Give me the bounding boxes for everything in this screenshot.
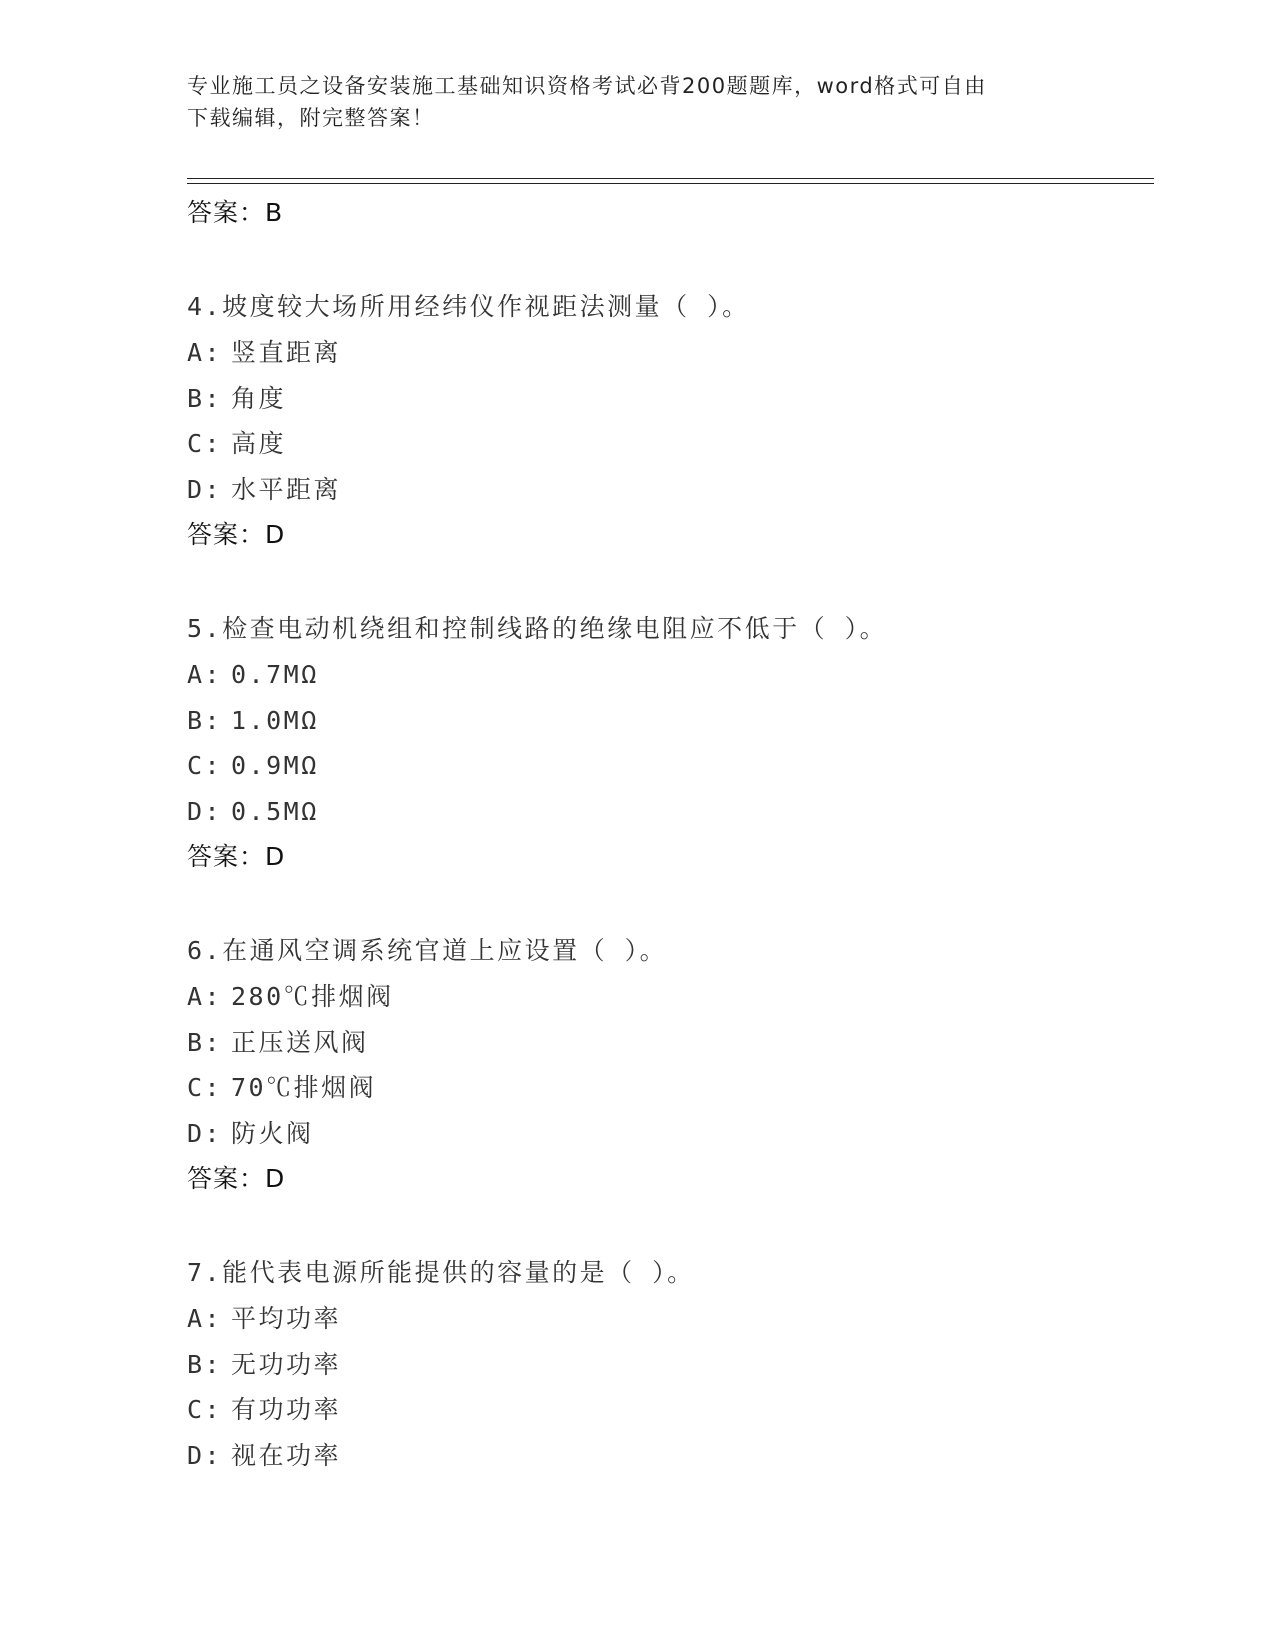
option-d — [187, 1111, 1147, 1157]
header-line-1: 专业施工员之设备安装施工基础知识资格考试必背200题题库，word格式可自由 — [187, 74, 987, 98]
option-key: C: — [187, 1395, 223, 1424]
option-text: 70℃排烟阀 — [231, 1073, 377, 1102]
answer-line: 答案：D — [187, 520, 286, 549]
option-key: D: — [187, 796, 223, 826]
option-b — [187, 376, 1147, 422]
document-header — [187, 70, 1067, 134]
answer-line: 答案：D — [187, 842, 286, 871]
option-d — [187, 467, 1147, 513]
option-key: A: — [187, 338, 223, 367]
option-d — [187, 789, 1147, 835]
option-text: 280℃排烟阀 — [231, 982, 394, 1011]
option-key: B: — [187, 705, 223, 735]
option-key: D: — [187, 1440, 223, 1470]
option-c — [187, 421, 1147, 467]
option-d — [187, 1433, 1147, 1479]
question-block — [187, 284, 1147, 558]
option-text: 有功功率 — [231, 1395, 342, 1424]
option-b — [187, 1342, 1147, 1388]
option-text: 视在功率 — [231, 1440, 342, 1470]
option-text: 角度 — [231, 383, 287, 413]
option-key: A: — [187, 1304, 223, 1333]
question-stem: 6.在通风空调系统官道上应设置（ ）。 — [187, 936, 668, 965]
question-block — [187, 1250, 1147, 1478]
header-rule-bottom — [187, 183, 1154, 184]
option-c — [187, 1387, 1147, 1433]
question-stem: 4.坡度较大场所用经纬仪作视距法测量（ ）。 — [187, 292, 750, 321]
option-text: 平均功率 — [231, 1304, 342, 1333]
header-rule-top — [187, 178, 1154, 179]
option-a — [187, 652, 1147, 698]
option-key: A: — [187, 982, 223, 1011]
option-c — [187, 743, 1147, 789]
option-text: 0.5MΩ — [231, 796, 319, 826]
option-text: 0.7MΩ — [231, 660, 319, 689]
option-a — [187, 1296, 1147, 1342]
option-text: 0.9MΩ — [231, 751, 319, 780]
option-key: D: — [187, 474, 223, 504]
answer-line: 答案：B — [187, 198, 284, 227]
option-text: 竖直距离 — [231, 338, 342, 367]
option-key: B: — [187, 383, 223, 413]
question-list — [187, 190, 1147, 1478]
option-key: C: — [187, 751, 223, 780]
option-key: C: — [187, 429, 223, 458]
option-b — [187, 1020, 1147, 1066]
option-a — [187, 974, 1147, 1020]
header-line-2: 下载编辑，附完整答案！ — [187, 106, 435, 130]
option-key: C: — [187, 1073, 223, 1102]
option-key: D: — [187, 1118, 223, 1148]
question-stem: 7.能代表电源所能提供的容量的是（ ）。 — [187, 1258, 695, 1287]
answer-line: 答案：D — [187, 1164, 286, 1193]
option-key: A: — [187, 660, 223, 689]
option-text: 防火阀 — [231, 1118, 314, 1148]
option-c — [187, 1065, 1147, 1111]
option-text: 无功功率 — [231, 1349, 342, 1379]
question-block — [187, 606, 1147, 880]
option-text: 1.0MΩ — [231, 705, 319, 735]
option-key: B: — [187, 1027, 223, 1057]
option-b — [187, 698, 1147, 744]
question-stem: 5.检查电动机绕组和控制线路的绝缘电阻应不低于（ ）。 — [187, 614, 888, 643]
question-block — [187, 928, 1147, 1202]
option-key: B: — [187, 1349, 223, 1379]
option-text: 水平距离 — [231, 474, 342, 504]
option-text: 高度 — [231, 429, 287, 458]
option-text: 正压送风阀 — [231, 1027, 369, 1057]
option-a — [187, 330, 1147, 376]
